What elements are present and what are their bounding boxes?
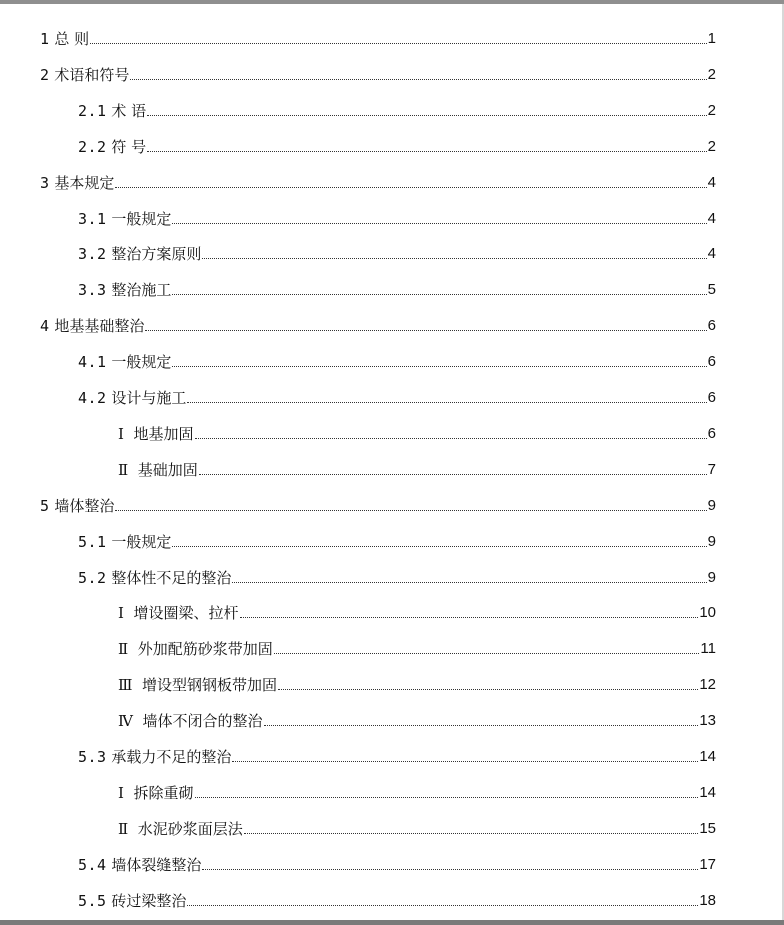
toc-entry-5-2-iii[interactable] <box>118 672 716 694</box>
toc-leader-dots <box>115 186 706 188</box>
toc-entry-number: 5.1 <box>78 533 107 551</box>
toc-entry-page: 5 <box>707 281 716 298</box>
toc-entry-5-2-iv[interactable] <box>118 708 716 730</box>
toc-entry-2[interactable] <box>40 62 716 84</box>
toc-entry-page: 18 <box>699 892 716 909</box>
toc-entry-page: 4 <box>707 174 716 191</box>
toc-entry-page: 11 <box>700 640 716 657</box>
toc-leader-dots <box>195 796 699 798</box>
toc-leader-dots <box>274 652 700 654</box>
toc-entry-5-2[interactable] <box>78 565 716 587</box>
toc-leader-dots <box>147 150 707 152</box>
toc-entry-number: 2.1 <box>78 102 107 120</box>
toc-entry-3-2[interactable] <box>78 241 716 263</box>
toc-entry-3[interactable] <box>40 170 716 192</box>
toc-entry-4-2-i[interactable] <box>118 421 716 443</box>
toc-entry-number: 5 <box>40 497 50 515</box>
toc-leader-dots <box>172 222 706 224</box>
toc-entry-number: 4.2 <box>78 389 107 407</box>
toc-leader-dots <box>244 832 699 834</box>
toc-entry-title: 设计与施工 <box>111 389 187 407</box>
toc-entry-title: 基础加固 <box>137 461 198 479</box>
toc-entry-page: 6 <box>707 389 716 406</box>
toc-entry-page: 2 <box>707 66 716 83</box>
toc-entry-5-3-i[interactable] <box>118 780 716 802</box>
toc-entry-5-2-ii[interactable] <box>118 636 716 658</box>
toc-leader-dots <box>172 545 706 547</box>
toc-entry-4[interactable] <box>40 313 716 335</box>
toc-entry-number: 5.3 <box>78 748 107 766</box>
toc-entry-title: 一般规定 <box>111 210 172 228</box>
toc-leader-dots <box>232 760 698 762</box>
toc-entry-1[interactable] <box>40 26 716 48</box>
toc-entry-number: Ⅱ <box>118 461 129 479</box>
toc-leader-dots <box>187 904 698 906</box>
toc-entry-page: 7 <box>707 461 716 478</box>
toc-leader-dots <box>202 257 706 259</box>
toc-entry-title: 外加配筋砂浆带加固 <box>137 640 273 658</box>
toc-entry-5-3[interactable] <box>78 744 716 766</box>
toc-entry-number: 1 <box>40 30 50 48</box>
toc-entry-number: 5.4 <box>78 856 107 874</box>
toc-entry-number: Ⅱ <box>118 820 129 838</box>
toc-entry-page: 9 <box>707 533 716 550</box>
toc-leader-dots <box>90 42 707 44</box>
toc-leader-dots <box>195 437 707 439</box>
document-page <box>0 4 782 920</box>
toc-entry-page: 9 <box>707 569 716 586</box>
toc-leader-dots <box>172 293 706 295</box>
toc-entry-title: 墙体裂缝整治 <box>111 856 202 874</box>
toc-entry-page: 15 <box>699 820 716 837</box>
toc-entry-title: 整治施工 <box>111 281 172 299</box>
toc-entry-5-1[interactable] <box>78 529 716 551</box>
toc-entry-3-1[interactable] <box>78 206 716 228</box>
toc-entry-4-2-ii[interactable] <box>118 457 716 479</box>
toc-entry-page: 17 <box>699 856 716 873</box>
toc-entry-page: 4 <box>707 245 716 262</box>
toc-leader-dots <box>130 78 706 80</box>
toc-entry-title: 一般规定 <box>111 533 172 551</box>
toc-leader-dots <box>264 724 699 726</box>
toc-entry-page: 4 <box>707 210 716 227</box>
toc-entry-title: 整治方案原则 <box>111 245 202 263</box>
toc-entry-5-2-i[interactable] <box>118 600 716 622</box>
toc-leader-dots <box>172 365 706 367</box>
toc-entry-title: 承载力不足的整治 <box>111 748 232 766</box>
toc-entry-number: 3.1 <box>78 210 107 228</box>
toc-entry-title: 符 号 <box>111 138 147 156</box>
toc-entry-page: 13 <box>699 712 716 729</box>
toc-leader-dots <box>147 114 707 116</box>
toc-leader-dots <box>145 329 706 331</box>
toc-entry-number: 4 <box>40 317 50 335</box>
toc-entry-page: 12 <box>699 676 716 693</box>
toc-entry-title: 水泥砂浆面层法 <box>137 820 243 838</box>
toc-leader-dots <box>199 473 707 475</box>
toc-entry-page: 10 <box>699 604 716 621</box>
toc-entry-page: 6 <box>707 317 716 334</box>
toc-entry-page: 1 <box>707 30 716 47</box>
toc-leader-dots <box>278 688 698 690</box>
toc-entry-5-4[interactable] <box>78 852 716 874</box>
toc-entry-page: 2 <box>707 102 716 119</box>
toc-entry-title: 术语和符号 <box>54 66 130 84</box>
toc-entry-title: 地基加固 <box>133 425 194 443</box>
toc-entry-number: Ⅰ <box>118 604 124 622</box>
toc-entry-number: 3.2 <box>78 245 107 263</box>
toc-entry-number: 2 <box>40 66 50 84</box>
toc-entry-number: Ⅲ <box>118 676 133 694</box>
toc-entry-page: 9 <box>707 497 716 514</box>
toc-leader-dots <box>202 868 698 870</box>
toc-entry-number: 4.1 <box>78 353 107 371</box>
toc-entry-5[interactable] <box>40 493 716 515</box>
toc-leader-dots <box>232 581 706 583</box>
toc-entry-4-1[interactable] <box>78 349 716 371</box>
toc-entry-title: 增设型钢钢板带加固 <box>142 676 278 694</box>
toc-entry-title: 一般规定 <box>111 353 172 371</box>
toc-entry-title: 术 语 <box>111 102 147 120</box>
toc-entry-title: 砖过梁整治 <box>111 892 187 910</box>
toc-entry-2-1[interactable] <box>78 98 716 120</box>
toc-entry-4-2[interactable] <box>78 385 716 407</box>
toc-entry-2-2[interactable] <box>78 134 716 156</box>
toc-entry-number: 2.2 <box>78 138 107 156</box>
toc-entry-page: 14 <box>699 784 716 801</box>
toc-entry-title: 墙体不闭合的整治 <box>142 712 263 730</box>
toc-entry-number: Ⅱ <box>118 640 129 658</box>
toc-leader-dots <box>240 616 699 618</box>
toc-entry-number: 3 <box>40 174 50 192</box>
toc-entry-number: 3.3 <box>78 281 107 299</box>
toc-entry-page: 6 <box>707 353 716 370</box>
toc-entry-page: 6 <box>707 425 716 442</box>
toc-entry-number: Ⅰ <box>118 784 124 802</box>
toc-entry-title: 墙体整治 <box>54 497 115 515</box>
toc-leader-dots <box>187 401 706 403</box>
window-bottom-border <box>0 920 784 925</box>
toc-entry-title: 增设圈梁、拉杆 <box>133 604 239 622</box>
toc-entry-page: 14 <box>699 748 716 765</box>
toc-entry-3-3[interactable] <box>78 277 716 299</box>
toc-entry-number: Ⅳ <box>118 712 133 730</box>
toc-entry-title: 整体性不足的整治 <box>111 569 232 587</box>
toc-entry-number: Ⅰ <box>118 425 124 443</box>
toc-entry-5-5[interactable] <box>78 888 716 910</box>
toc-entry-number: 5.2 <box>78 569 107 587</box>
toc-leader-dots <box>115 509 706 511</box>
toc-entry-title: 拆除重砌 <box>133 784 194 802</box>
toc-entry-title: 基本规定 <box>54 174 115 192</box>
toc-entry-page: 2 <box>707 138 716 155</box>
toc-entry-5-3-ii[interactable] <box>118 816 716 838</box>
toc-entry-title: 总 则 <box>54 30 90 48</box>
toc-entry-number: 5.5 <box>78 892 107 910</box>
toc-entry-title: 地基基础整治 <box>54 317 145 335</box>
